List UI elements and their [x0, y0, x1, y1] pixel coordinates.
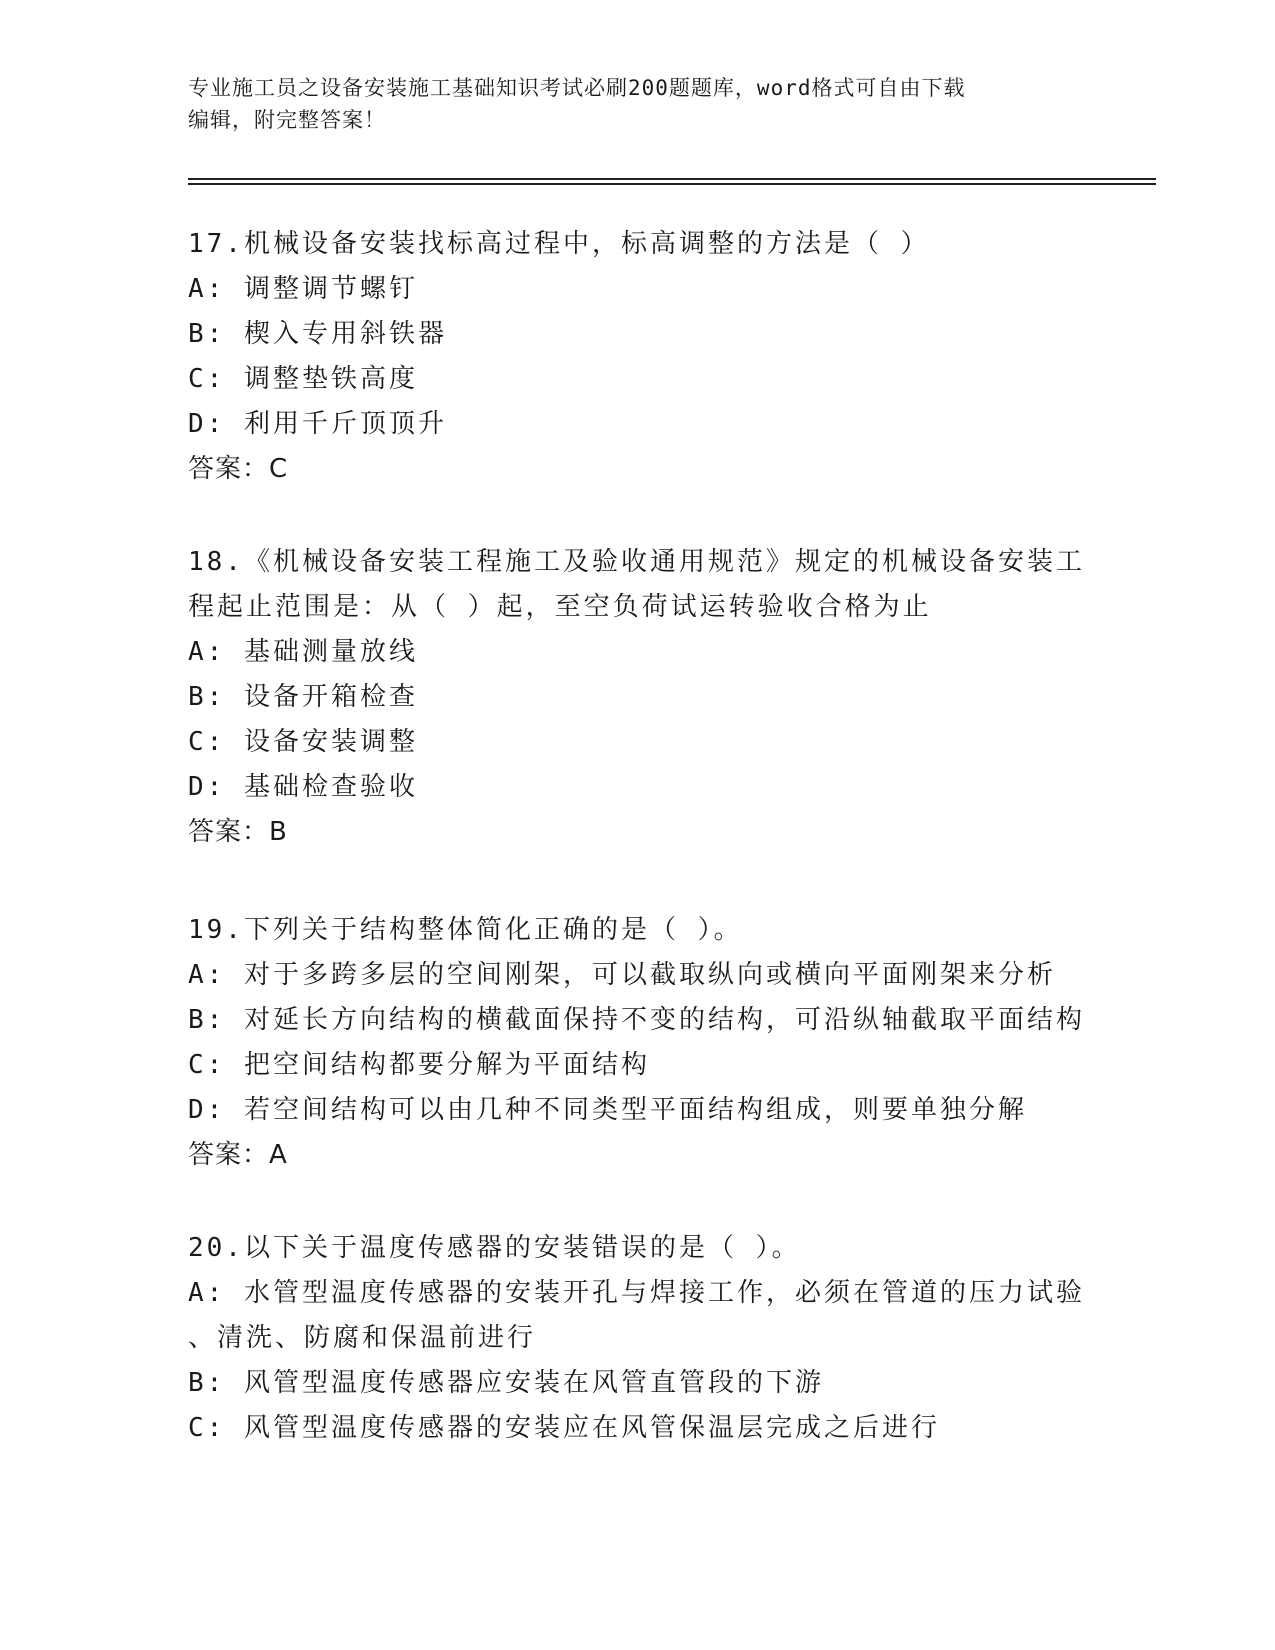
header-divider-bottom: [188, 183, 1156, 185]
option-a: A: 水管型温度传感器的安装开孔与焊接工作，必须在管道的压力试验: [188, 1278, 1085, 1308]
answer: 答案：C: [188, 454, 289, 484]
question-stem: 20.以下关于温度传感器的安装错误的是（ ）。: [188, 1233, 801, 1263]
option-c: C: 调整垫铁高度: [188, 364, 418, 394]
header-divider-top: [188, 178, 1156, 180]
option-b: B: 设备开箱检查: [188, 682, 418, 712]
option-d: D: 利用千斤顶顶升: [188, 409, 447, 439]
option-c: C: 设备安装调整: [188, 727, 418, 757]
option-d: D: 基础检查验收: [188, 772, 418, 802]
question-17: [188, 222, 1088, 492]
question-stem-line-2: 程起止范围是：从（ ）起，至空负荷试运转验收合格为止: [188, 592, 932, 622]
question-stem: 19.下列关于结构整体简化正确的是（ ）。: [188, 915, 743, 945]
option-c: C: 把空间结构都要分解为平面结构: [188, 1050, 650, 1080]
option-a-continuation: 、清洗、防腐和保温前进行: [188, 1323, 537, 1353]
question-stem: 17.机械设备安装找标高过程中，标高调整的方法是（ ）: [188, 229, 930, 259]
header-line-1: 专业施工员之设备安装施工基础知识考试必刷200题题库，word格式可自由下载: [188, 76, 966, 100]
question-stem-line-1: 18.《机械设备安装工程施工及验收通用规范》规定的机械设备安装工: [188, 547, 1085, 577]
question-18: [188, 540, 1088, 855]
answer: 答案：A: [188, 1140, 288, 1170]
document-header: [188, 72, 1068, 136]
option-b: B: 风管型温度传感器应安装在风管直管段的下游: [188, 1368, 824, 1398]
option-c: C: 风管型温度传感器的安装应在风管保温层完成之后进行: [188, 1413, 940, 1443]
option-d: D: 若空间结构可以由几种不同类型平面结构组成，则要单独分解: [188, 1095, 1027, 1125]
option-a: A: 对于多跨多层的空间刚架，可以截取纵向或横向平面刚架来分析: [188, 960, 1056, 990]
option-b: B: 楔入专用斜铁器: [188, 319, 447, 349]
question-20: [188, 1226, 1088, 1451]
answer: 答案：B: [188, 817, 288, 847]
question-19: [188, 908, 1088, 1178]
option-b: B: 对延长方向结构的横截面保持不变的结构，可沿纵轴截取平面结构: [188, 1005, 1085, 1035]
option-a: A: 调整调节螺钉: [188, 274, 418, 304]
header-line-2: 编辑，附完整答案！: [188, 108, 386, 132]
option-a: A: 基础测量放线: [188, 637, 418, 667]
